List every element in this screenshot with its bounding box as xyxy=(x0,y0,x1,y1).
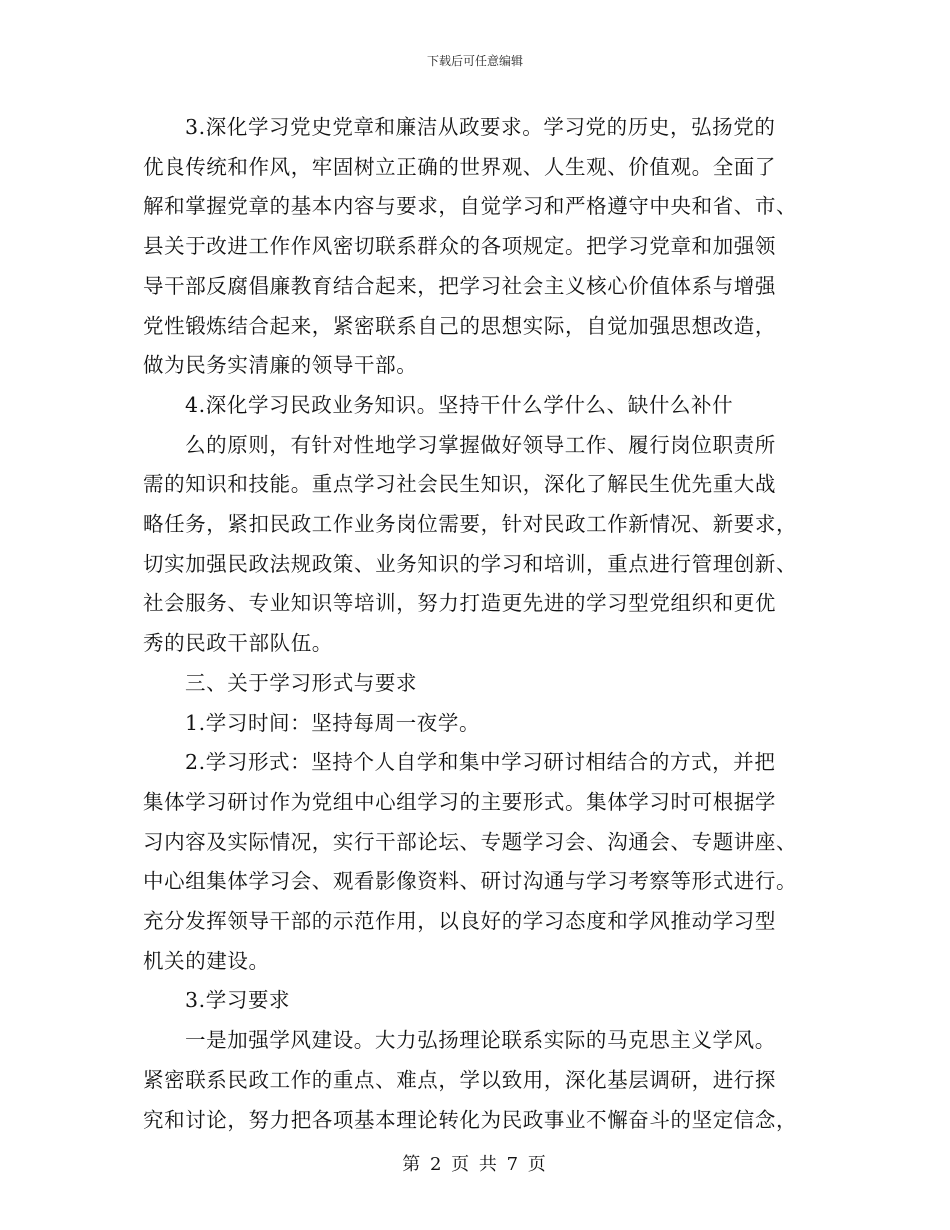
text-line: 2.学习形式：坚持个人自学和集中学习研讨相结合的方式，并把 xyxy=(185,750,776,775)
text-line: 3.学习要求 xyxy=(185,988,291,1013)
page-footer: 第 2 页 共 7 页 xyxy=(402,1154,548,1175)
text-line: 集体学习研讨作为党组中心组学习的主要形式。集体学习时可根据学 xyxy=(143,789,776,814)
text-line: 习内容及实际情况，实行干部论坛、专题学习会、沟通会、专题讲座、 xyxy=(143,829,798,854)
text-line: 机关的建设。 xyxy=(143,948,270,973)
text-line: 中心组集体学习会、观看影像资料、研讨沟通与学习考察等形式进行。 xyxy=(143,869,798,894)
text-line: 党性锻炼结合起来，紧密联系自己的思想实际，自觉加强思想改造， xyxy=(143,313,776,338)
text-line: 一是加强学风建设。大力弘扬理论联系实际的马克思主义学风。 xyxy=(185,1028,776,1053)
text-line: 么的原则，有针对性地学习掌握做好领导工作、履行岗位职责所 xyxy=(185,432,776,457)
text-line: 优良传统和作风，牢固树立正确的世界观、人生观、价值观。全面了 xyxy=(143,154,776,179)
text-line: 导干部反腐倡廉教育结合起来，把学习社会主义核心价值体系与增强 xyxy=(143,273,776,298)
text-line: 究和讨论，努力把各项基本理论转化为民政事业不懈奋斗的坚定信念， xyxy=(143,1107,798,1132)
text-line: 略任务，紧扣民政工作业务岗位需要，针对民政工作新情况、新要求， xyxy=(143,512,798,537)
text-line: 三、关于学习形式与要求 xyxy=(185,670,418,695)
text-line: 4.深化学习民政业务知识。坚持干什么学什么、缺什么补什 xyxy=(185,392,734,417)
text-line: 秀的民政干部队伍。 xyxy=(143,631,333,656)
text-line: 紧密联系民政工作的重点、难点，学以致用，深化基层调研，进行探 xyxy=(143,1067,776,1092)
page-header: 下载后可任意编辑 xyxy=(426,54,523,68)
text-line: 县关于改进工作作风密切联系群众的各项规定。把学习党章和加强领 xyxy=(143,234,776,259)
text-line: 解和掌握党章的基本内容与要求，自觉学习和严格遵守中央和省、市、 xyxy=(143,194,798,219)
text-line: 需的知识和技能。重点学习社会民生知识，深化了解民生优先重大战 xyxy=(143,472,776,497)
text-line: 1.学习时间：坚持每周一夜学。 xyxy=(185,710,481,735)
text-line: 充分发挥领导干部的示范作用，以良好的学习态度和学风推动学习型 xyxy=(143,909,776,934)
document-body xyxy=(143,108,808,1140)
text-line: 社会服务、专业知识等培训，努力打造更先进的学习型党组织和更优 xyxy=(143,591,776,616)
text-line: 3.深化学习党史党章和廉洁从政要求。学习党的历史，弘扬党的 xyxy=(185,115,776,139)
text-line: 切实加强民政法规政策、业务知识的学习和培训，重点进行管理创新、 xyxy=(143,551,798,576)
text-line: 做为民务实清廉的领导干部。 xyxy=(143,353,418,378)
